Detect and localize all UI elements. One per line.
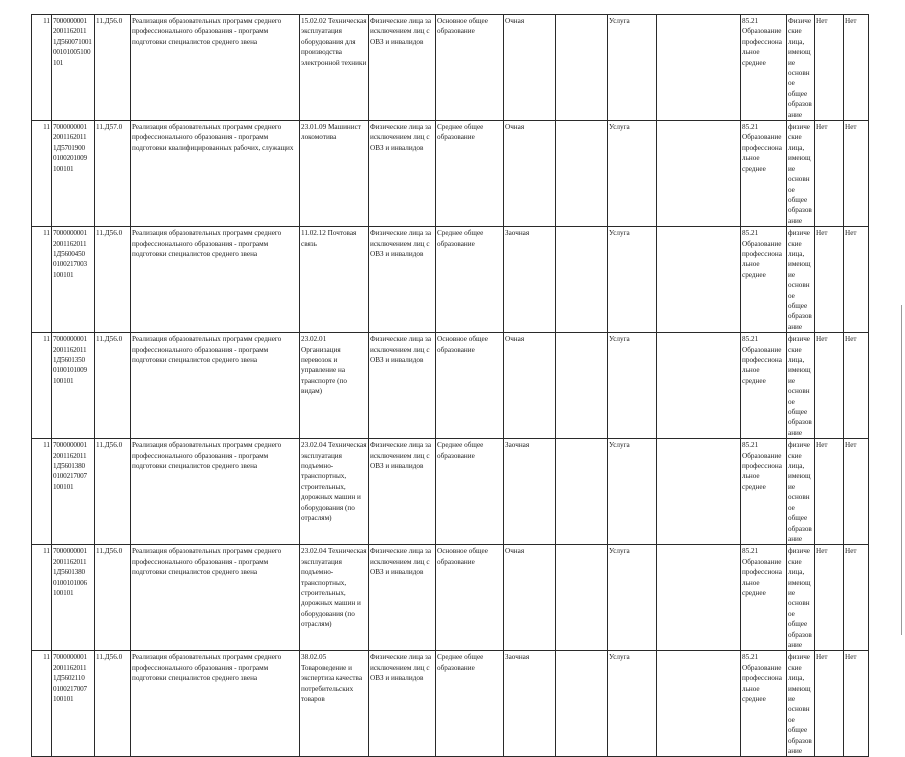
table-row <box>32 333 869 439</box>
registry-code: 7000000001 2001162011 1Д5602110 0100217007 100101 <box>52 651 95 757</box>
empty-cell <box>657 15 741 121</box>
okved-code: 85.21 Образование профессиональное среднее <box>741 333 787 439</box>
empty-cell <box>657 545 741 651</box>
consumers: физические лица, имеющие основное общее образование <box>787 651 815 757</box>
record-type: Услуга <box>608 545 657 651</box>
consumer-category: Физические лица за исключением лиц с ОВЗ и инвалидов <box>369 121 436 227</box>
registry-code: 7000000001 2001162011 1Д56007100100101005100101 <box>52 15 95 121</box>
flag-1: Нет <box>815 439 844 545</box>
study-form: Заочная <box>504 227 556 333</box>
service-name: Реализация образовательных программ среднего профессионального образования - программ подготовки специалистов среднего звена <box>131 651 300 757</box>
study-form: Заочная <box>504 651 556 757</box>
consumer-category: Физические лица за исключением лиц с ОВЗ и инвалидов <box>369 15 436 121</box>
consumer-category: Физические лица за исключением лиц с ОВЗ и инвалидов <box>369 651 436 757</box>
registry-code: 7000000001 2001162011 1Д5701900 0100201009 100101 <box>52 121 95 227</box>
education-base: Основное общее образование <box>436 15 504 121</box>
table-row <box>32 227 869 333</box>
page-edge-line <box>901 305 902 635</box>
education-base: Основное общее образование <box>436 545 504 651</box>
study-form: Очная <box>504 333 556 439</box>
registry-code: 7000000001 2001162011 1Д5601380 0100217007 100101 <box>52 439 95 545</box>
service-code: 11.Д56.0 <box>95 545 131 651</box>
specialty: 15.02.02 Техническая эксплуатация оборудования для производства электронной техники <box>300 15 369 121</box>
service-code: 11.Д56.0 <box>95 651 131 757</box>
empty-cell <box>556 651 608 757</box>
service-code: 11.Д56.0 <box>95 439 131 545</box>
consumers: физические лица, имеющие основное общее образование <box>787 333 815 439</box>
empty-cell <box>657 227 741 333</box>
specialty: 38.02.05 Товароведение и экспертиза качества потребительских товаров <box>300 651 369 757</box>
consumers: физические лица, имеющие основное общее образование <box>787 439 815 545</box>
flag-1: Нет <box>815 227 844 333</box>
registry-code: 7000000001 2001162011 1Д5601380 0100101006 100101 <box>52 545 95 651</box>
specialty: 23.01.09 Машинист локомотива <box>300 121 369 227</box>
flag-2: Нет <box>844 651 869 757</box>
consumer-category: Физические лица за исключением лиц с ОВЗ и инвалидов <box>369 545 436 651</box>
education-base: Среднее общее образование <box>436 439 504 545</box>
table-row <box>32 121 869 227</box>
record-type: Услуга <box>608 333 657 439</box>
empty-cell <box>657 121 741 227</box>
empty-cell <box>556 121 608 227</box>
row-number: 11 <box>32 439 52 545</box>
flag-1: Нет <box>815 545 844 651</box>
registry-code: 7000000001 2001162011 1Д5600450 0100217003 100101 <box>52 227 95 333</box>
consumers: физические лица, имеющие основное общее образование <box>787 121 815 227</box>
flag-2: Нет <box>844 545 869 651</box>
record-type: Услуга <box>608 121 657 227</box>
empty-cell <box>556 333 608 439</box>
flag-2: Нет <box>844 15 869 121</box>
service-name: Реализация образовательных программ среднего профессионального образования - программ подготовки специалистов среднего звена <box>131 333 300 439</box>
education-base: Среднее общее образование <box>436 651 504 757</box>
table-row <box>32 651 869 757</box>
service-code: 11.Д56.0 <box>95 15 131 121</box>
empty-cell <box>556 439 608 545</box>
specialty: 11.02.12 Почтовая связь <box>300 227 369 333</box>
okved-code: 85.21 Образование профессиональное среднее <box>741 15 787 121</box>
registry-code: 7000000001 2001162011 1Д5601350 0100101009 100101 <box>52 333 95 439</box>
empty-cell <box>657 651 741 757</box>
service-name: Реализация образовательных программ среднего профессионального образования - программ подготовки специалистов среднего звена <box>131 439 300 545</box>
okved-code: 85.21 Образование профессиональное среднее <box>741 651 787 757</box>
okved-code: 85.21 Образование профессиональное среднее <box>741 545 787 651</box>
service-code: 11.Д57.0 <box>95 121 131 227</box>
table-row <box>32 545 869 651</box>
row-number: 11 <box>32 15 52 121</box>
service-name: Реализация образовательных программ среднего профессионального образования - программ подготовки специалистов среднего звена <box>131 227 300 333</box>
service-code: 11.Д56.0 <box>95 227 131 333</box>
okved-code: 85.21 Образование профессиональное среднее <box>741 227 787 333</box>
row-number: 11 <box>32 545 52 651</box>
services-registry-table <box>31 14 869 757</box>
education-base: Основное общее образование <box>436 333 504 439</box>
flag-1: Нет <box>815 651 844 757</box>
record-type: Услуга <box>608 227 657 333</box>
row-number: 11 <box>32 651 52 757</box>
study-form: Очная <box>504 15 556 121</box>
service-code: 11.Д56.0 <box>95 333 131 439</box>
consumers: физические лица, имеющие основное общее образование <box>787 545 815 651</box>
consumers: физические лица, имеющие основное общее образование <box>787 227 815 333</box>
consumers: Физические лица, имеющие основное общее образование <box>787 15 815 121</box>
flag-2: Нет <box>844 227 869 333</box>
record-type: Услуга <box>608 15 657 121</box>
flag-1: Нет <box>815 121 844 227</box>
table-body <box>32 15 869 757</box>
consumer-category: Физические лица за исключением лиц с ОВЗ и инвалидов <box>369 333 436 439</box>
specialty: 23.02.04 Техническая эксплуатация подъемно-транспортных, строительных, дорожных машин и оборудования (по отраслям) <box>300 545 369 651</box>
table-row <box>32 15 869 121</box>
specialty: 23.02.01 Организация перевозок и управление на транспорте (по видам) <box>300 333 369 439</box>
empty-cell <box>556 545 608 651</box>
flag-2: Нет <box>844 121 869 227</box>
row-number: 11 <box>32 333 52 439</box>
okved-code: 85.21 Образование профессиональное среднее <box>741 121 787 227</box>
specialty: 23.02.04 Техническая эксплуатация подъемно-транспортных, строительных, дорожных машин и оборудования (по отраслям) <box>300 439 369 545</box>
flag-2: Нет <box>844 333 869 439</box>
row-number: 11 <box>32 227 52 333</box>
study-form: Заочная <box>504 439 556 545</box>
flag-1: Нет <box>815 333 844 439</box>
service-name: Реализация образовательных программ среднего профессионального образования - программ подготовки специалистов среднего звена <box>131 15 300 121</box>
flag-1: Нет <box>815 15 844 121</box>
education-base: Среднее общее образование <box>436 227 504 333</box>
consumer-category: Физические лица за исключением лиц с ОВЗ и инвалидов <box>369 227 436 333</box>
service-name: Реализация образовательных программ среднего профессионального образования - программ подготовки специалистов среднего звена <box>131 545 300 651</box>
empty-cell <box>657 333 741 439</box>
table-row <box>32 439 869 545</box>
empty-cell <box>556 15 608 121</box>
service-name: Реализация образовательных программ среднего профессионального образования - программ подготовки квалифицированных рабочих, служащих <box>131 121 300 227</box>
flag-2: Нет <box>844 439 869 545</box>
record-type: Услуга <box>608 651 657 757</box>
empty-cell <box>657 439 741 545</box>
study-form: Очная <box>504 121 556 227</box>
consumer-category: Физические лица за исключением лиц с ОВЗ и инвалидов <box>369 439 436 545</box>
row-number: 11 <box>32 121 52 227</box>
record-type: Услуга <box>608 439 657 545</box>
okved-code: 85.21 Образование профессиональное среднее <box>741 439 787 545</box>
study-form: Очная <box>504 545 556 651</box>
empty-cell <box>556 227 608 333</box>
education-base: Среднее общее образование <box>436 121 504 227</box>
